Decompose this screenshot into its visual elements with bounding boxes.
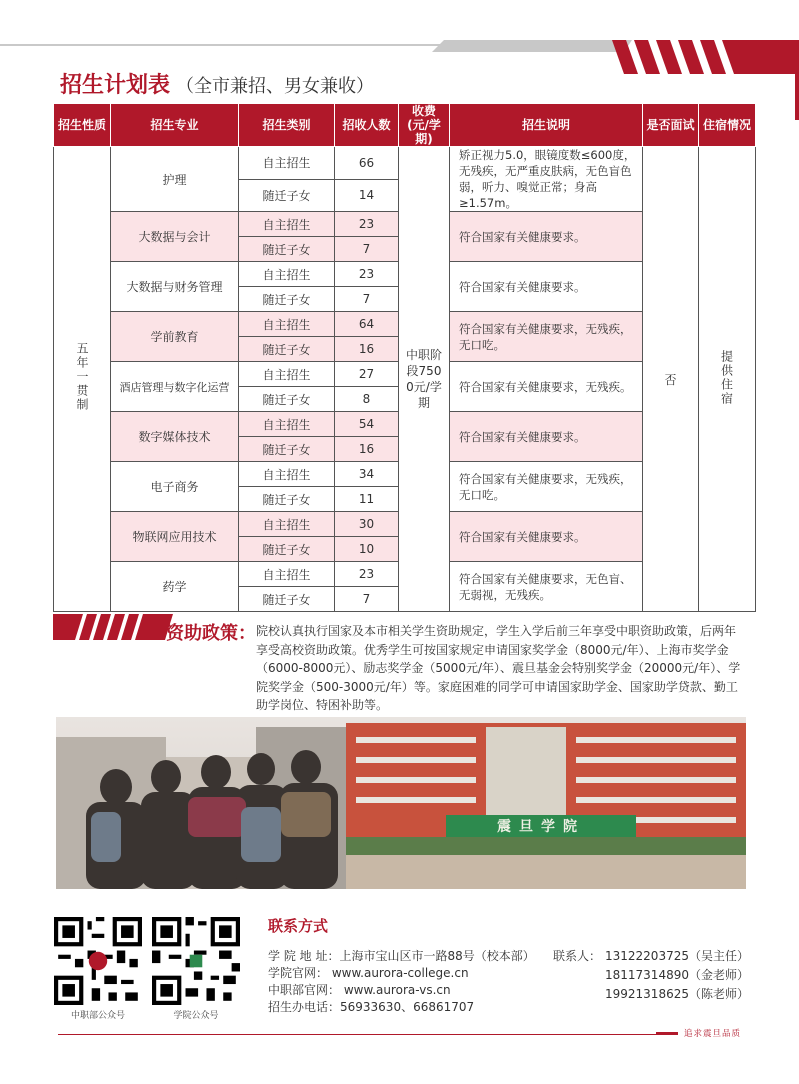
- header-rule: [0, 44, 440, 46]
- type-cell: 随迁子女: [239, 337, 335, 362]
- contact-vs-website: 中职部官网： www.aurora-vs.cn: [268, 983, 451, 997]
- col-header: 住宿情况: [699, 104, 756, 147]
- count-cell: 66: [335, 147, 399, 180]
- qr-code-college: [152, 917, 240, 1005]
- housing-text: 提供住宿: [719, 349, 734, 406]
- fee-text: 中职阶段7500元/学期: [405, 348, 442, 410]
- count-cell: 16: [335, 437, 399, 462]
- col-header: 招生说明: [450, 104, 643, 147]
- col-header: [399, 104, 450, 147]
- count-cell: 34: [335, 462, 399, 487]
- count-cell: 27: [335, 362, 399, 387]
- type-cell: 自主招生: [239, 512, 335, 537]
- note-cell: 符合国家有关健康要求。: [450, 412, 643, 462]
- type-cell: 随迁子女: [239, 287, 335, 312]
- col-header: 招生类别: [239, 104, 335, 147]
- note-cell: 符合国家有关健康要求，无残疾，无口吃。: [450, 462, 643, 512]
- enrollment-plan-table: [53, 103, 756, 612]
- type-cell: 自主招生: [239, 362, 335, 387]
- note-cell: 矫正视力5.0，眼镜度数≤600度，无残疾，无严重皮肤病，无色盲色弱，听力、嗅觉正常；身高≥1.57m。: [450, 147, 643, 212]
- contact-person-label: 联系人：: [553, 949, 602, 963]
- count-cell: 23: [335, 212, 399, 237]
- note-cell: 符合国家有关健康要求，无残疾。: [450, 362, 643, 412]
- contact-person: 13122203725（吴主任）: [605, 949, 749, 963]
- type-cell: 随迁子女: [239, 537, 335, 562]
- type-cell: 自主招生: [239, 212, 335, 237]
- contact-address: 学 院 地 址：上海市宝山区市一路88号（校本部）: [268, 949, 535, 963]
- type-cell: 随迁子女: [239, 487, 335, 512]
- header-gray-band: [432, 40, 632, 52]
- footer-slogan: 追求震旦品质: [684, 1029, 742, 1039]
- qr-label-vocational: 中职部公众号: [70, 1011, 125, 1021]
- count-cell: 23: [335, 562, 399, 587]
- note-cell: 符合国家有关健康要求，无残疾，无口吃。: [450, 312, 643, 362]
- major-cell: 电子商务: [111, 462, 239, 512]
- col-header: 招收人数: [335, 104, 399, 147]
- page-title: [60, 68, 374, 99]
- qr-label-college: 学院公众号: [173, 1011, 219, 1021]
- interview-cell: 否: [643, 147, 699, 612]
- major-cell: 物联网应用技术: [111, 512, 239, 562]
- type-cell: 随迁子女: [239, 387, 335, 412]
- type-cell: 自主招生: [239, 147, 335, 180]
- policy-title: 资助政策：: [166, 623, 256, 644]
- page-subtitle: （全市兼招、男女兼收）: [176, 76, 375, 97]
- col-header: 招生专业: [111, 104, 239, 147]
- major-cell: 药学: [111, 562, 239, 612]
- type-cell: 自主招生: [239, 312, 335, 337]
- major-cell: 护理: [111, 147, 239, 212]
- count-cell: 8: [335, 387, 399, 412]
- footer-accent: [656, 1032, 678, 1035]
- contact-title: 联系方式: [268, 917, 329, 935]
- type-cell: 自主招生: [239, 462, 335, 487]
- note-cell: 符合国家有关健康要求。: [450, 512, 643, 562]
- count-cell: 7: [335, 237, 399, 262]
- nature-cell: [54, 147, 111, 612]
- col-header-fee: 收费 (元/学期): [407, 104, 441, 146]
- footer-rule: [58, 1034, 658, 1035]
- policy-text: 院校认真执行国家及本市相关学生资助规定，学生入学后前三年享受中职资助政策，后两年享受高校资助政策。优秀学生可按国家规定申请国家奖学金（8000元/年）、上海市奖学金（6000-8000元）、励志奖学金（5000元/年）、震旦基金会特别奖学金（20000元/年）、学院奖学金（500-3000元/年）等。家庭困难的同学可申请国家助学金、国家助学贷款、勤工助学岗位、特困补助等。: [256, 624, 741, 712]
- major-cell: 学前教育: [111, 312, 239, 362]
- type-cell: 随迁子女: [239, 179, 335, 212]
- count-cell: 23: [335, 262, 399, 287]
- contact-website: 学院官网： www.aurora-college.cn: [268, 966, 469, 980]
- fee-cell: [399, 147, 450, 612]
- count-cell: 30: [335, 512, 399, 537]
- count-cell: 10: [335, 537, 399, 562]
- nature-text: 五年一贯制: [75, 341, 89, 412]
- major-cell: 数字媒体技术: [111, 412, 239, 462]
- major-cell: 大数据与财务管理: [111, 262, 239, 312]
- count-cell: 16: [335, 337, 399, 362]
- col-header: 是否面试: [643, 104, 699, 147]
- header-stripes: [612, 40, 799, 74]
- count-cell: 14: [335, 179, 399, 212]
- type-cell: 随迁子女: [239, 587, 335, 612]
- housing-cell: [699, 147, 756, 612]
- note-cell: 符合国家有关健康要求，无色盲、无弱视，无残疾。: [450, 562, 643, 612]
- col-header: 招生性质: [54, 104, 111, 147]
- type-cell: 自主招生: [239, 262, 335, 287]
- count-cell: 7: [335, 587, 399, 612]
- major-cell: 大数据与会计: [111, 212, 239, 262]
- table-row: [54, 147, 756, 180]
- type-cell: 随迁子女: [239, 437, 335, 462]
- count-cell: 7: [335, 287, 399, 312]
- campus-sign-text: 震旦学院: [497, 819, 585, 835]
- note-cell: 符合国家有关健康要求。: [450, 212, 643, 262]
- count-cell: 54: [335, 412, 399, 437]
- type-cell: 随迁子女: [239, 237, 335, 262]
- campus-photo: [56, 717, 746, 889]
- count-cell: 64: [335, 312, 399, 337]
- type-cell: 自主招生: [239, 412, 335, 437]
- qr-code-vocational: [54, 917, 142, 1005]
- contact-person: 19921318625（陈老师）: [605, 987, 749, 1001]
- type-cell: 自主招生: [239, 562, 335, 587]
- page-edge-marker: [795, 60, 799, 120]
- contact-person: 18117314890（金老师）: [605, 968, 749, 982]
- table-header-row: [54, 104, 756, 147]
- policy-stripes: [53, 614, 173, 640]
- note-cell: 符合国家有关健康要求。: [450, 262, 643, 312]
- major-cell: 酒店管理与数字化运营: [111, 362, 239, 412]
- count-cell: 11: [335, 487, 399, 512]
- contact-phone: 招生办电话：56933630、66861707: [268, 1000, 475, 1014]
- page-title-text: 招生计划表: [60, 73, 171, 98]
